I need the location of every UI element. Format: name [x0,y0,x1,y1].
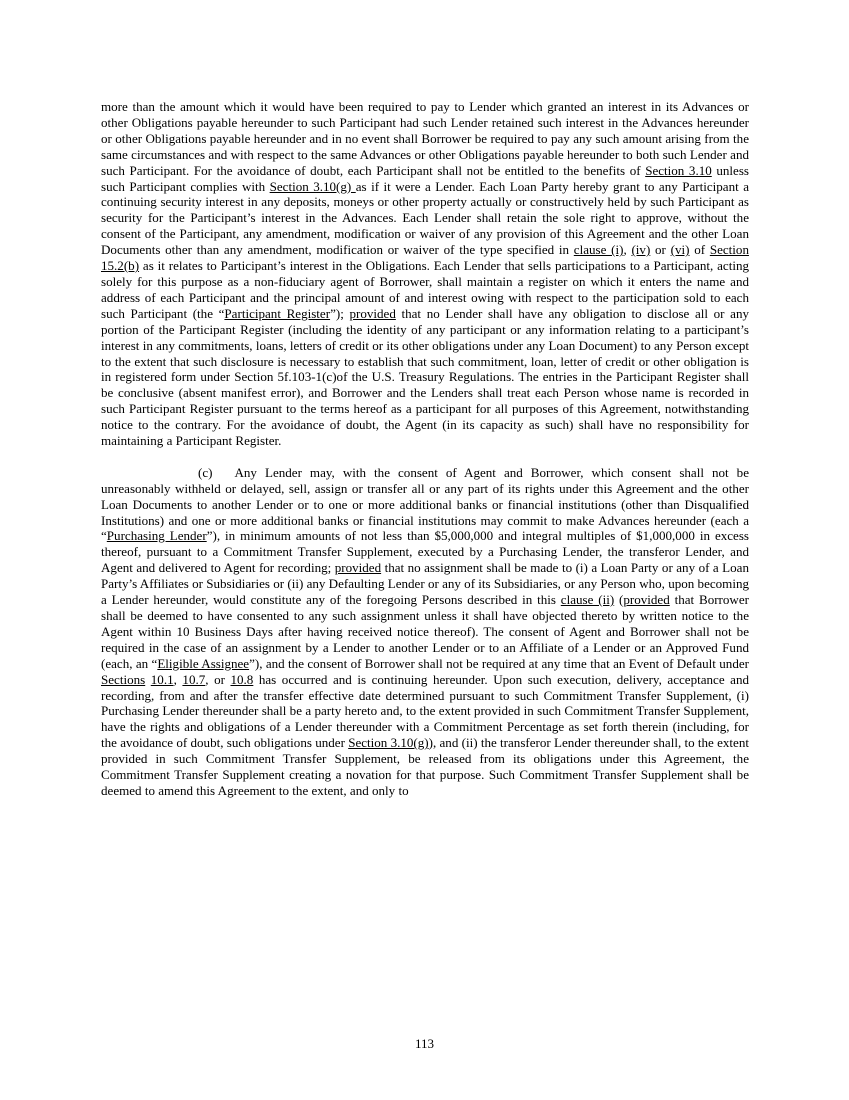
cross-reference: Section 3.10(g) [269,178,356,194]
defined-term: Eligible Assignee [157,655,250,671]
clause-label: (c) [198,464,213,480]
cross-reference: 10.7 [182,671,206,687]
cross-reference: Sections [101,671,146,687]
text-run: that Borrower shall be deemed to have consented to any such assignment unless it shall have objected thereto by written notice to the Agent within 10 Business Days after having received notice thereof). The consent of Agent and Borrower shall not be required in the case of an assignment by a Lender to another Lender or to an Affiliate of a Lender or an Approved Fund (each, an “ [101,592,749,671]
text-run: ), and (ii) the transferor Lender thereunder shall, to the extent provided in such Commitment Transfer Supplement, be released from its obligations under this Agreement, the Commitment Transfer Supplement creating a novation for that purpose. Such Commitment Transfer Supplement shall be deemed to amend this Agreement to the extent, and only to [101,735,749,798]
defined-term: Purchasing Lender [106,528,207,544]
cross-reference: clause (ii) [560,592,615,608]
text-run: that no Lender shall have any obligation to disclose all or any portion of the Participant Register (including the identity of any participant or any information relating to a participant’s interest in any commitments, loans, letters of credit or its other obligations under any Loan Document) to any Person except to the extent that such disclosure is necessary to establish that such commitment, loan, letter of credit or other obligation is in registered form under Section 5f.103-1(c)of the U.S. Treasury Regulations. The entries in the Participant Register shall be conclusive (absent manifest error), and Borrower and the Lenders shall treat each Person whose name is recorded in such Participant Register pursuant to the terms hereof as a participant for all purposes of this Agreement, notwithstanding notice to the contrary. For the avoidance of doubt, the Agent (in its capacity as such) shall have no responsibility for maintaining a Participant Register. [101,305,749,449]
text-run: , or [205,671,231,687]
proviso-term: provided [349,305,396,321]
defined-term: Participant Register [224,305,331,321]
text-run: as if it were a Lender. Each Loan Party hereby grant to any Participant a continuing security interest in any deposits, moneys or other property actually or constructively held by such Participant as security for the Participant’s interest in the Advances. Each Lender shall retain the sole right to approve, without the consent of the Participant, any amendment, modification or waiver of any provision of this Agreement and the other Loan Documents other than any amendment, modification or waiver of the type specified in [101,178,750,258]
text-run: Any Lender may, with the consent of Agent and Borrower, which consent shall not be unreasonably withheld or delayed, sell, assign or transfer all or any part of its rights under this Agreement and the other Loan Documents to another Lender or to one or more additional banks or financial institutions (other than Disqualified Institutions) and one or more additional banks or financial institutions may commit to make Advances hereunder (each a “ [101,464,749,544]
cross-reference: 10.1 [150,671,174,687]
proviso-term: provided [334,560,382,576]
proviso-term: provided [623,592,670,608]
cross-reference: (iv) [631,242,651,258]
text-run: of [689,242,710,258]
text-run: , [623,242,632,258]
text-run: as it relates to Participant’s interest in the Obligations. Each Lender that sells participations to a Participant, acting solely for this purpose as a non-fiduciary agent of Borrower, shall maintain a register on which it enters the name and address of each Participant and the principal amount of and interest owing with respect to the participation sold to each such Participant (the “ [101,258,749,321]
text-run: more than the amount which it would have been required to pay to Lender which granted an interest in its Advances or other Obligations payable hereunder to such Participant had such Lender retained such interest in the Advances hereunder or other Obligations payable hereunder and in no event shall Borrower be required to pay any such amount arising from the same circumstances and with respect to the same Advances or other Obligations payable hereunder to both such Lender and such Participant. For the avoidance of doubt, each Participant shall not be entitled to the benefits of [101,99,749,178]
text-run: that no assignment shall be made to (i) a Loan Party or any of a Loan Party’s Affiliates or Subsidiaries or (ii) any Defaulting Lender or any of its Subsidiaries, or any Person who, upon becoming a Lender hereunder, would constitute any of the foregoing Persons described in this [101,560,749,608]
text-run: ( [614,592,624,608]
text-run: ”); [330,305,350,321]
cross-reference: 10.8 [230,671,254,687]
text-run: , [173,671,183,687]
text-run: has occurred and is continuing hereunder. Upon such execution, delivery, acceptance and recording, from and after the transfer effective date determined pursuant to such Commitment Transfer Supplement, (i) Purchasing Lender thereunder shall be a party hereto and, to the extent provided in such Commitment Transfer Supplement, have the rights and obligations of a Lender thereunder with a Commitment Percentage as set forth therein (including, for the avoidance of doubt, such obligations under [101,671,749,751]
page-number: 113 [414,1036,435,1051]
cross-reference: Section 3.10(g) [348,735,429,751]
text-run: ”), and the consent of Borrower shall not be required at any time that an Event of Default under [249,655,749,671]
paragraph-section-c [101,465,749,799]
cross-reference: Section 3.10 [645,162,712,178]
cross-reference: clause (i) [573,242,624,258]
paragraph-participations-continued [101,99,749,449]
body-text [101,99,749,799]
text-run: unless such Participant complies with [101,162,749,194]
text-run: or [650,242,671,258]
cross-reference: (vi) [670,242,690,258]
text-run: ”), in minimum amounts of not less than $5,000,000 and integral multiples of $1,000,000 in excess thereof, pursuant to a Commitment Transfer Supplement, executed by a Purchasing Lender, the transferor Lender, and Agent and delivered to Agent for recording; [101,528,749,576]
cross-reference: Section 15.2(b) [101,242,749,274]
